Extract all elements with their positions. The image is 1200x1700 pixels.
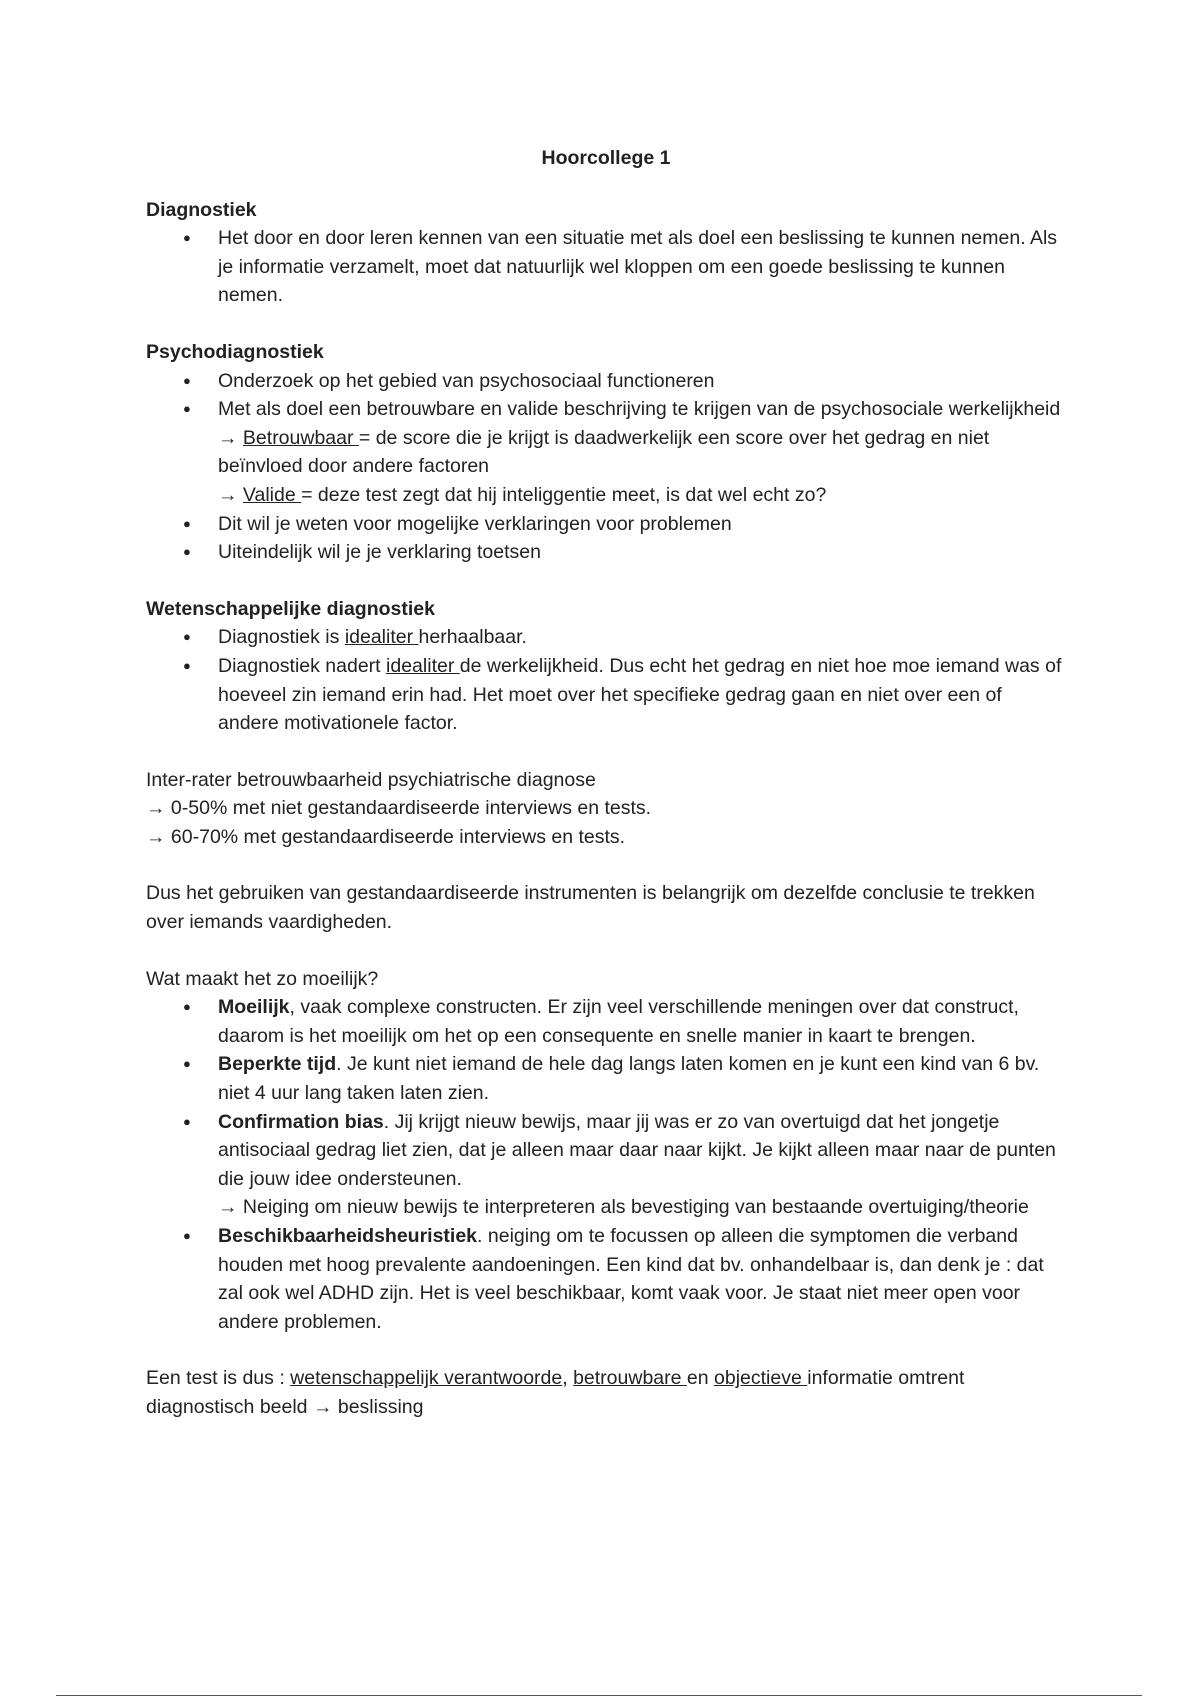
paragraph-line: → 0-50% met niet gestandaardiseerde interviews en tests. [146,797,652,820]
text: en [686,1367,715,1390]
text: → Neiging om nieuw bewijs te interpreteren als bevestiging van bestaande overtuiging/theorie [218,1196,1029,1219]
text: Diagnostiek is [218,626,345,649]
term-betrouwbaar: Betrouwbaar [242,426,359,449]
list-item [146,623,1066,652]
list-item [146,652,1066,738]
heading-wetenschappelijke-diagnostiek: Wetenschappelijke diagnostiek [146,597,435,620]
term-underlined: betrouwbare [573,1367,687,1390]
document-page [146,144,1066,1422]
term-bold: Confirmation bias [218,1110,384,1133]
paragraph: Dus het gebruiken van gestandaardiseerde instrumenten is belangrijk om dezelfde conclusie te trekken over iemands vaardigheden. [146,882,1035,934]
section-inter-rater [146,766,1066,852]
section-moeilijk [146,965,1066,1337]
text: , vaak complexe constructen. Er zijn veel verschillende meningen over dat construct, daarom is het moeilijk om het op een consequente en snelle manier in kaart te brengen. [218,996,1019,1047]
list-item: ● Uiteindelijk wil je je verklaring toetsen [146,538,1066,567]
text: Diagnostiek nadert [218,654,387,677]
text: de werkelijkheid. Dus echt het gedrag en niet hoe moe iemand was of hoeveel zin iemand erin had. Het moet over het specifieke gedrag gaan en niet over een of andere motivationele factor. [218,654,1062,735]
section-diagnostiek [146,196,1066,310]
term-bold: Beperkte tijd [218,1053,337,1076]
page-title: Hoorcollege 1 [541,147,671,169]
list-item: ● Dit wil je weten voor mogelijke verklaringen voor problemen [146,510,1066,539]
list-item [146,993,1066,1050]
list-item-text: Met als doel een betrouwbare en valide beschrijving te krijgen van de psychosociale werkelijkheid [218,398,1061,421]
heading-psychodiagnostiek: Psychodiagnostiek [146,340,324,363]
term-valide: Valide [242,483,302,506]
arrow-glyph: → [218,426,243,449]
text: , [562,1367,574,1390]
paragraph [146,1364,1066,1421]
term-underlined: objectieve [714,1367,808,1390]
list-item [146,1108,1066,1222]
list-item [146,1050,1066,1107]
list-psychodiagnostiek [146,367,1066,567]
list-item [146,395,1066,509]
section-psychodiagnostiek [146,338,1066,567]
list-item: ● Het door en door leren kennen van een situatie met als doel een beslissing te kunnen nemen. Als je informatie verzamelt, moet dat natuurlijk wel kloppen om een goede beslissing te kunnen nemen. [146,224,1066,310]
arrow-glyph: → [218,483,243,506]
text: . Je kunt niet iemand de hele dag langs laten komen en je kunt een kind van 6 bv. niet 4 uur lang taken laten zien. [218,1053,1040,1105]
list-item [146,1222,1066,1336]
section-conclusion [146,879,1066,936]
section-final [146,1364,1066,1421]
list-diagnostiek [146,224,1066,310]
term-bold: Moeilijk [218,996,290,1019]
text: informatie omtrent diagnostisch beeld → beslissing [146,1367,965,1418]
text: . neiging om te focussen op alleen die symptomen die verband houden met hoog prevalente aandoeningen. Een kind dat bv. onhandelbaar is, dan denk je : dat zal ook wel ADHD zijn. Het is veel beschikbaar, komt vaak voor. Je staat niet meer open voor andere problemen. [218,1225,1044,1333]
paragraph-line: → 60-70% met gestandaardiseerde interviews en tests. [146,825,626,848]
text: herhaalbaar. [418,626,527,649]
definition-betrouwbaar: = de score die je krijgt is daadwerkelijk een score over het gedrag en niet beïnvloed door andere factoren [218,426,990,478]
text: . Jij krijgt nieuw bewijs, maar jij was er zo van overtuigd dat het jongetje antisociaal gedrag liet zien, dat je alleen maar daar naar kijkt. Je kijkt alleen maar naar de punten die jouw idee ondersteunen. [218,1110,1056,1190]
heading-diagnostiek: Diagnostiek [146,198,257,221]
list-moeilijk [146,993,1066,1336]
list-item: ● Onderzoek op het gebied van psychosociaal functioneren [146,367,1066,396]
term-idealiter: idealiter [344,626,419,649]
section-wetenschappelijke-diagnostiek [146,595,1066,738]
definition-valide: = deze test zegt dat hij inteliggentie meet, is dat wel echt zo? [301,483,827,506]
paragraph-line: Inter-rater betrouwbaarheid psychiatrische diagnose [146,768,596,791]
term-bold: Beschikbaarheidsheuristiek [218,1225,478,1247]
list-wetenschappelijke-diagnostiek [146,623,1066,737]
paragraph-intro: Wat maakt het zo moeilijk? [146,967,379,990]
text: Een test is dus : [146,1367,291,1390]
term-underlined: wetenschappelijk verantwoorde [290,1367,563,1390]
term-idealiter: idealiter [386,654,460,677]
page-divider [56,1695,1142,1696]
